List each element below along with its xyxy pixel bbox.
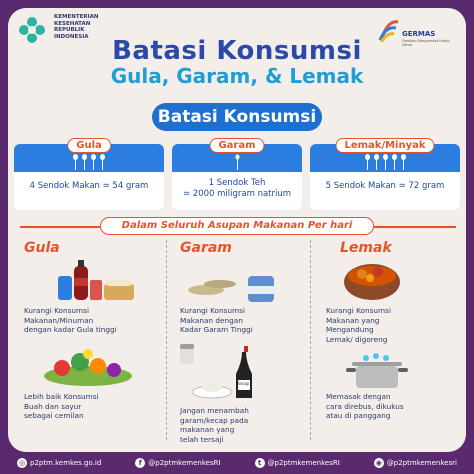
fried-food-icon (342, 260, 402, 302)
footer-twitter-link[interactable]: t @p2ptmkemenkesRI (255, 458, 340, 468)
salty-food-icon (186, 270, 286, 304)
column-title-gula: Gula (24, 240, 60, 256)
kecap-label: Kecap (237, 381, 250, 386)
spoon-icon (73, 154, 78, 170)
main-title: Batasi Konsumsi (112, 36, 362, 66)
column-divider (166, 240, 167, 440)
facebook-icon: f (135, 458, 145, 468)
germas-subtitle: Gerakan Masyarakat Hidup Sehat (402, 39, 450, 47)
limit-text-garam: 1 Sendok Teh = 2000 miligram natrium (182, 178, 292, 199)
spoon-icon (82, 154, 87, 170)
tip-garam-2: Jangan menambah garam/kecap pada makanan yang telah tersaji (180, 406, 249, 444)
footer-social-links (0, 452, 474, 474)
globe-icon: ◎ (18, 459, 26, 467)
spoon-icon (383, 154, 388, 170)
spoon-icon (365, 154, 370, 170)
kemenkes-name: KEMENTERIAN KESEHATAN REPUBLIK INDONESIA (54, 14, 99, 40)
limit-box-garam (172, 144, 302, 210)
daily-intake-banner: Dalam Seluruh Asupan Makanan Per hari (100, 217, 374, 235)
boiling-pot-icon (344, 352, 414, 390)
tip-gula-2: Lebih baik Konsumsi Buah dan sayur sebagai cemilan (24, 392, 99, 420)
limit-text-lemak: 5 Sendok Makan = 72 gram (325, 181, 445, 191)
fruits-vegetables-icon (40, 346, 136, 386)
teaspoon-icon (235, 154, 240, 170)
main-subtitle: Gula, Garam, & Lemak (110, 64, 364, 88)
column-garam (180, 240, 320, 444)
spoon-icon (374, 154, 379, 170)
spoons-garam (172, 154, 302, 170)
limit-box-gula (14, 144, 164, 210)
footer-website-link[interactable]: ◎ p2ptm.kemkes.go.id (18, 459, 102, 467)
tip-garam-1: Kurangi Konsumsi Makanan dengan Kadar Garam Tinggi (180, 306, 253, 334)
divider-line-right (374, 226, 456, 228)
tip-gula-1: Kurangi Konsumsi Makanan/Minuman dengan kadar Gula tinggi (24, 306, 117, 334)
sugary-drinks-icon (44, 256, 154, 302)
limit-label-gula: Gula (67, 138, 111, 153)
column-title-lemak: Lemak (340, 240, 392, 256)
limit-label-garam: Garam (209, 138, 264, 153)
instagram-icon: ◉ (375, 459, 382, 467)
twitter-icon: t (255, 458, 265, 468)
limit-text-gula: 4 Sendok Makan = 54 gram (29, 181, 149, 191)
column-title-garam: Garam (180, 240, 232, 256)
salt-shaker-soy-sauce-icon (180, 344, 280, 400)
column-lemak (326, 240, 466, 440)
spoon-icon (91, 154, 96, 170)
footer-facebook-link[interactable]: f @p2ptmkemenkesRI (135, 458, 220, 468)
spoons-gula (14, 154, 164, 170)
divider-line-left (20, 226, 100, 228)
column-gula (24, 240, 164, 440)
limit-label-lemak: Lemak/Minyak (335, 138, 434, 153)
limit-box-lemak (310, 144, 460, 210)
tip-lemak-1: Kurangi Konsumsi Makanan yang Mengandung Lemak/ digoreng (326, 306, 391, 344)
germas-text: GERMAS (402, 30, 436, 38)
spoons-lemak (310, 154, 460, 170)
section-banner: Batasi Konsumsi (152, 103, 322, 131)
spoon-icon (401, 154, 406, 170)
spoon-icon (100, 154, 105, 170)
footer-instagram-link[interactable]: ◉ @p2ptmkemenkesri (375, 459, 457, 467)
tip-lemak-2: Memasak dengan cara direbus, dikukus atau di panggang (326, 392, 404, 420)
spoon-icon (392, 154, 397, 170)
